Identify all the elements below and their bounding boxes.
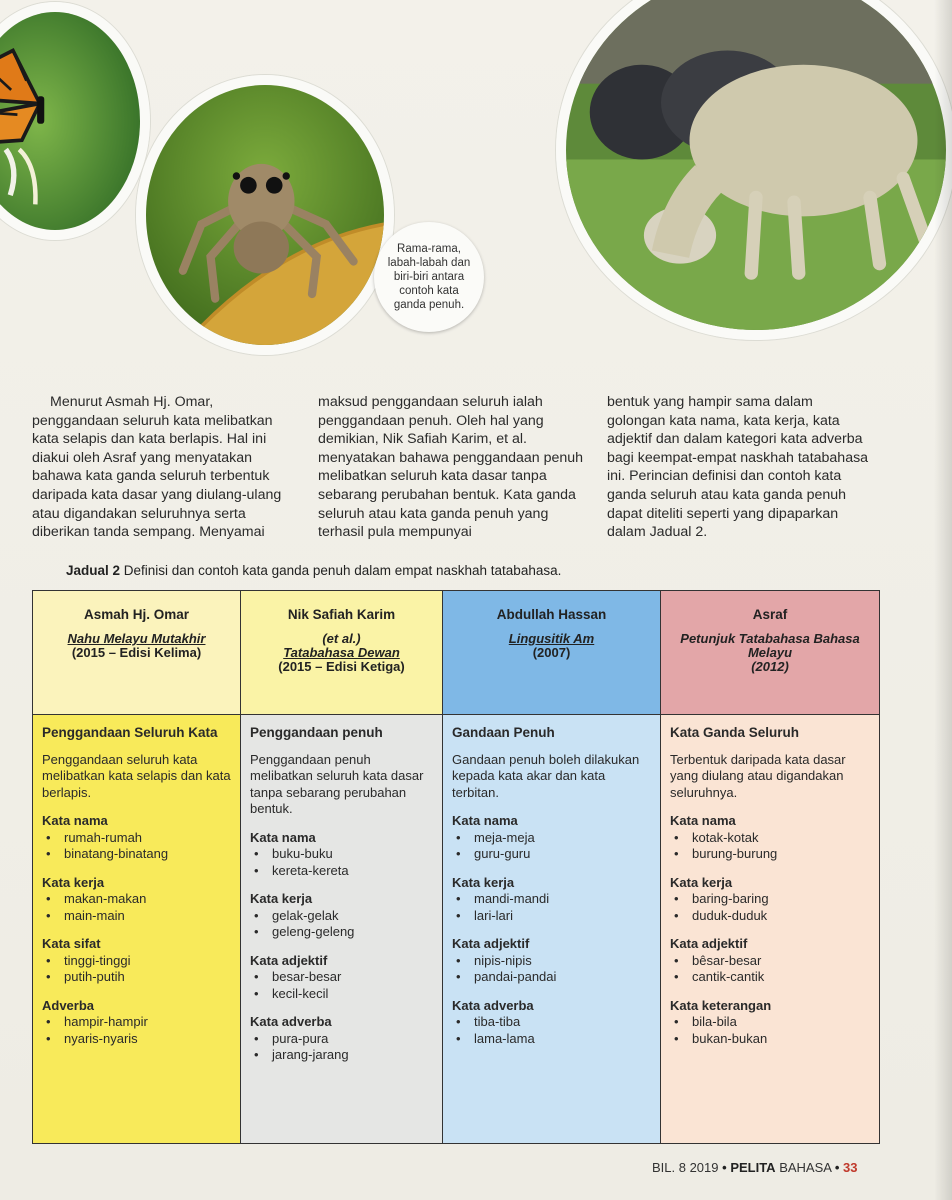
- category-label: Kata kerja: [42, 874, 105, 890]
- list-item: • hampir-hampir: [42, 1014, 232, 1031]
- example-list: [452, 830, 652, 863]
- list-item: • nipis-nipis: [452, 953, 652, 970]
- list-item: • geleng-geleng: [250, 924, 434, 941]
- term-title: Penggandaan penuh: [250, 725, 383, 740]
- table-caption: [66, 563, 561, 578]
- example-list: [670, 1014, 871, 1047]
- example-list: [452, 1014, 652, 1047]
- header-author-suffix: (et al.): [322, 631, 361, 646]
- table-header: [241, 591, 442, 715]
- category-label: Kata adverba: [452, 997, 534, 1013]
- term-title: Gandaan Penuh: [452, 725, 555, 740]
- table-caption-text: Definisi dan contoh kata ganda penuh dalam empat naskhah tatabahasa.: [120, 563, 562, 578]
- list-item: • baring-baring: [670, 891, 871, 908]
- header-book-edition: (2015 – Edisi Kelima): [71, 645, 202, 660]
- category-label: Kata nama: [452, 813, 518, 828]
- category-label: Kata keterangan: [670, 997, 772, 1013]
- page-footer: [652, 1160, 858, 1175]
- example-list: [250, 846, 434, 879]
- category-label: Kata kerja: [670, 874, 733, 890]
- list-item: • pandai-pandai: [452, 969, 652, 986]
- example-list: [42, 953, 232, 986]
- list-item: • jarang-jarang: [250, 1047, 434, 1064]
- example-list: [250, 969, 434, 1002]
- list-item: • duduk-duduk: [670, 908, 871, 925]
- example-list: [42, 891, 232, 924]
- example-list: [42, 1014, 232, 1047]
- list-item: • nyaris-nyaris: [42, 1031, 232, 1048]
- example-list: [250, 1031, 434, 1064]
- header-book: [443, 632, 660, 660]
- list-item: • bukan-bukan: [670, 1031, 871, 1048]
- header-book-title: Tatabahasa Dewan: [283, 645, 400, 660]
- example-list: [670, 830, 871, 863]
- category-label: Kata adverba: [250, 1014, 332, 1029]
- list-item: • lama-lama: [452, 1031, 652, 1048]
- category-label: Kata kerja: [452, 874, 515, 890]
- list-item: • besar-besar: [250, 969, 434, 986]
- term-definition: Terbentuk daripada kata dasar yang diulang atau digandakan seluruhnya.: [670, 751, 846, 800]
- definition-table: [32, 590, 880, 1144]
- header-book-title: Nahu Melayu Mutakhir: [67, 631, 206, 646]
- table-body: [661, 715, 879, 1143]
- list-item: • makan-makan: [42, 891, 232, 908]
- table-column-asmah: [33, 591, 241, 1143]
- header-book: [33, 632, 240, 660]
- list-item: • meja-meja: [452, 830, 652, 847]
- body-text-col1: Menurut Asmah Hj. Omar, penggandaan seluruh kata melibatkan kata selapis dan kata berlapis. Hal ini diakui oleh Asraf yang menyatakan bahawa kata ganda seluruh terbentuk daripada kata dasar yang diulang-ulang atau digandakan seluruhnya serta diberikan tanda sempang. Menyamai: [32, 394, 282, 541]
- header-author: Nik Safiah Karim: [287, 607, 396, 622]
- list-item: • putih-putih: [42, 969, 232, 986]
- category-label: Kata sifat: [42, 936, 101, 951]
- category-label: Kata adjektif: [670, 936, 748, 951]
- butterfly-photo: [0, 2, 150, 240]
- list-item: • buku-buku: [250, 846, 434, 863]
- category-label: Adverba: [42, 997, 95, 1013]
- list-item: • kereta-kereta: [250, 863, 434, 880]
- list-item: • kecil-kecil: [250, 986, 434, 1003]
- term-definition: Penggandaan seluruh kata melibatkan kata selapis dan kata berlapis.: [42, 751, 231, 800]
- header-book-edition: (2012): [751, 659, 789, 674]
- header-author: Asraf: [752, 607, 788, 622]
- table-caption-label: Jadual 2: [66, 563, 121, 578]
- category-label: Kata nama: [670, 813, 736, 828]
- body-text-col2: maksud penggandaan seluruh ialah penggandaan penuh. Oleh hal yang demikian, Nik Safiah Karim, et al. menyatakan bahawa penggandaan penuh melibatkan seluruh kata dasar tanpa sebarang perubahan bentuk. Kata ganda seluruh atau kata ganda penuh yang terhasil pula mempunyai: [318, 394, 584, 541]
- example-list: [42, 830, 232, 863]
- header-book-title: Lingusitik Am: [508, 631, 595, 646]
- list-item: • tinggi-tinggi: [42, 953, 232, 970]
- example-list: [452, 891, 652, 924]
- list-item: • bila-bila: [670, 1014, 871, 1031]
- table-header: [443, 591, 660, 715]
- category-label: Kata adjektif: [452, 936, 530, 951]
- category-label: Kata nama: [250, 829, 316, 845]
- table-body: [33, 715, 240, 1143]
- table-column-asraf: [661, 591, 879, 1143]
- list-item: • gelak-gelak: [250, 908, 434, 925]
- list-item: • burung-burung: [670, 846, 871, 863]
- example-list: [250, 908, 434, 941]
- list-item: • guru-guru: [452, 846, 652, 863]
- table-body: [443, 715, 660, 1143]
- list-item: • lari-lari: [452, 908, 652, 925]
- list-item: • rumah-rumah: [42, 830, 232, 847]
- photo-caption: Rama-rama, labah-labah dan biri-biri antara contoh kata ganda penuh.: [374, 222, 484, 332]
- table-header: [661, 591, 879, 715]
- page-fold-shadow: [934, 0, 952, 1200]
- footer-magazine-rest: BAHASA: [775, 1160, 832, 1175]
- category-label: Kata nama: [42, 813, 108, 828]
- list-item: • main-main: [42, 908, 232, 925]
- header-book-edition: (2007): [532, 645, 571, 660]
- header-author: Asmah Hj. Omar: [83, 607, 190, 622]
- example-list: [670, 891, 871, 924]
- header-book: [241, 632, 442, 674]
- example-list: [452, 953, 652, 986]
- example-list: [670, 953, 871, 986]
- list-item: • kotak-kotak: [670, 830, 871, 847]
- spider-photo: [136, 75, 394, 355]
- list-item: • binatang-binatang: [42, 846, 232, 863]
- table-header: [33, 591, 240, 715]
- list-item: • pura-pura: [250, 1031, 434, 1048]
- header-book-title: Petunjuk Tatabahasa Bahasa Melayu: [680, 631, 860, 660]
- term-title: Kata Ganda Seluruh: [670, 725, 800, 740]
- footer-bullet: •: [834, 1160, 840, 1175]
- header-author: Abdullah Hassan: [496, 607, 607, 622]
- body-text-col3: bentuk yang hampir sama dalam golongan kata nama, kata kerja, kata adjektif dan dalam kategori kata adverba bagi keempat-empat naskhah tatabahasa ini. Perincian definisi dan contoh kata ganda seluruh atau kata ganda penuh dapat diteliti seperti yang dipaparkan dalam Jadual 2.: [607, 394, 869, 541]
- footer-issue: BIL. 8 2019: [652, 1160, 719, 1175]
- category-label: Kata kerja: [250, 891, 313, 906]
- footer-bullet: •: [722, 1160, 727, 1175]
- table-body: [241, 715, 442, 1143]
- footer-magazine-bold: PELITA: [730, 1160, 776, 1175]
- list-item: • cantik-cantik: [670, 969, 871, 986]
- term-definition: Penggandaan penuh melibatkan seluruh kata dasar tanpa sebarang perubahan bentuk.: [250, 751, 424, 816]
- list-item: • mandi-mandi: [452, 891, 652, 908]
- page-number: 33: [843, 1160, 858, 1175]
- list-item: • tiba-tiba: [452, 1014, 652, 1031]
- header-book-edition: (2015 – Edisi Ketiga): [278, 659, 405, 674]
- term-title: Penggandaan Seluruh Kata: [42, 725, 218, 740]
- term-definition: Gandaan penuh boleh dilakukan kepada kata akar dan kata terbitan.: [452, 751, 640, 800]
- category-label: Kata adjektif: [250, 952, 328, 968]
- table-column-abdullah-hassan: [443, 591, 661, 1143]
- header-book: [661, 632, 879, 674]
- table-column-nik-safiah: [241, 591, 443, 1143]
- list-item: • bêsar-besar: [670, 953, 871, 970]
- sheep-photo: [556, 0, 952, 340]
